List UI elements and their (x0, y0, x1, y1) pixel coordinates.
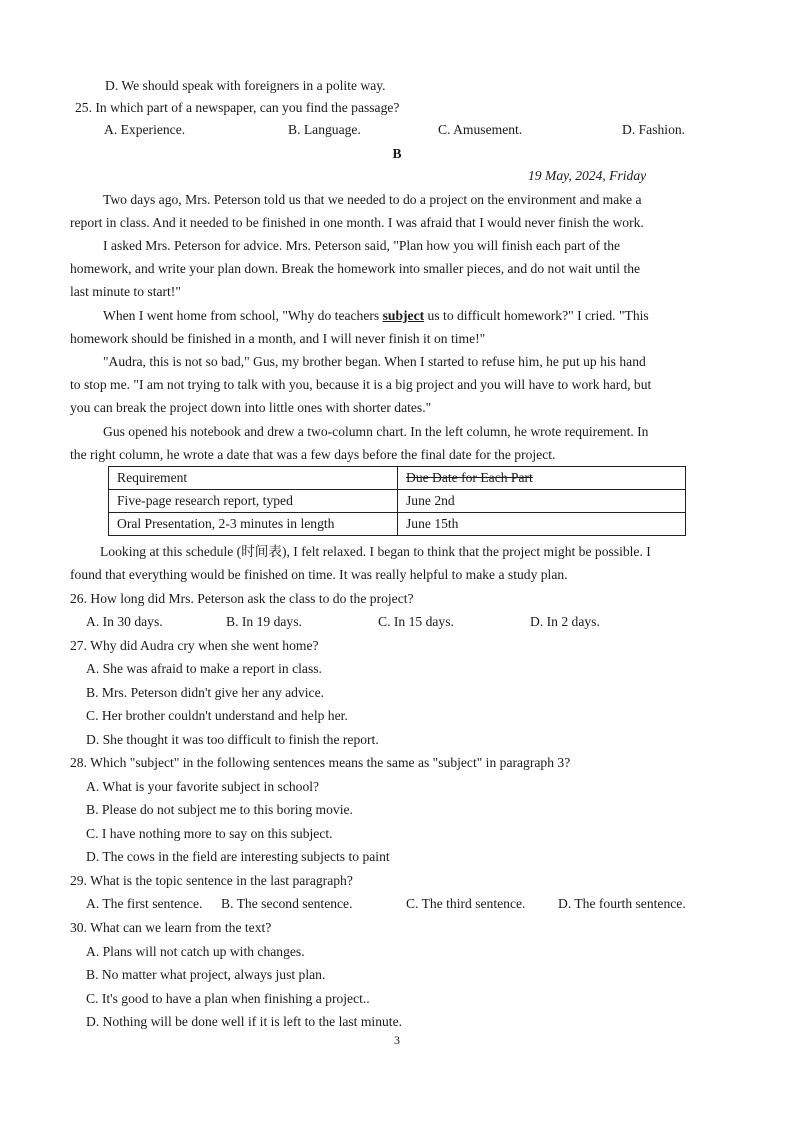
q26-option-b: B. In 19 days. (226, 614, 302, 629)
q29-question: 29. What is the topic sentence in the last paragraph? (70, 873, 353, 888)
table-header-row (109, 467, 686, 490)
paragraph-2-line-3: last minute to start!" (70, 284, 181, 299)
table-header-text: Due Date for Each Part (406, 470, 533, 485)
q29-option-b: B. The second sentence. (221, 896, 353, 911)
q29-option-a: A. The first sentence. (86, 896, 203, 911)
q28-option-c: C. I have nothing more to say on this subject. (86, 826, 333, 841)
table-row (109, 513, 686, 536)
paragraph-2-line-2: homework, and write your plan down. Break the homework into smaller pieces, and do not wait until the (70, 261, 641, 276)
q25-option-c: C. Amusement. (438, 122, 523, 137)
paragraph-4-line-1: "Audra, this is not so bad," Gus, my brother began. When I started to refuse him, he put up his hand (103, 354, 646, 369)
q30-option-a: A. Plans will not catch up with changes. (86, 944, 305, 959)
paragraph-1-line-2: report in class. And it needed to be finished in one month. I was afraid that I would never finish the work. (70, 215, 644, 230)
q30-option-c: C. It's good to have a plan when finishing a project.. (86, 991, 370, 1006)
paragraph-5-line-2: the right column, he wrote a date that was a few days before the final date for the project. (70, 447, 556, 462)
q30-question: 30. What can we learn from the text? (70, 920, 272, 935)
q26-option-d: D. In 2 days. (530, 614, 600, 629)
table-cell: Five-page research report, typed (109, 490, 398, 513)
schedule-table (108, 466, 686, 536)
section-heading: B (392, 146, 402, 161)
q27-question: 27. Why did Audra cry when she went home? (70, 638, 319, 653)
paragraph-3-text-a: When I went home from school, "Why do teachers (103, 308, 383, 323)
q26-question: 26. How long did Mrs. Peterson ask the class to do the project? (70, 591, 414, 606)
q28-question: 28. Which "subject" in the following sentences means the same as "subject" in paragraph 3? (70, 755, 571, 770)
table-cell: June 15th (398, 513, 686, 536)
paragraph-3-line-1 (103, 308, 649, 324)
q26-option-a: A. In 30 days. (86, 614, 163, 629)
q30-option-b: B. No matter what project, always just plan. (86, 967, 326, 982)
q30-option-d: D. Nothing will be done well if it is left to the last minute. (86, 1014, 403, 1029)
q27-option-d: D. She thought it was too difficult to finish the report. (86, 732, 379, 747)
q28-option-a: A. What is your favorite subject in school? (86, 779, 320, 794)
table-header-cell: Requirement (109, 467, 398, 490)
q27-option-a: A. She was afraid to make a report in class. (86, 661, 322, 676)
table-cell: Oral Presentation, 2-3 minutes in length (109, 513, 398, 536)
q26-option-c: C. In 15 days. (378, 614, 454, 629)
page-number: 3 (394, 1033, 400, 1047)
q28-option-b: B. Please do not subject me to this boring movie. (86, 802, 353, 817)
underlined-word-subject: subject (382, 308, 425, 323)
paragraph-2-line-1: I asked Mrs. Peterson for advice. Mrs. Peterson said, "Plan how you will finish each part of the (103, 238, 621, 253)
q24-option-d: D. We should speak with foreigners in a polite way. (105, 78, 386, 93)
table-header-cell (398, 467, 686, 490)
paragraph-3-text-b: us to difficult homework?" I cried. "This (424, 308, 649, 323)
paragraph-5-line-1: Gus opened his notebook and drew a two-column chart. In the left column, he wrote requirement. In (103, 424, 649, 439)
paragraph-1-line-1: Two days ago, Mrs. Peterson told us that we needed to do a project on the environment and make a (103, 192, 642, 207)
paragraph-3-line-2: homework should be finished in a month, and I will never finish it on time!" (70, 331, 486, 346)
q28-option-d: D. The cows in the field are interesting subjects to paint (86, 849, 390, 864)
q25-option-d: D. Fashion. (622, 122, 686, 137)
q25-question: 25. In which part of a newspaper, can you find the passage? (75, 100, 400, 115)
paragraph-6-line-2: found that everything would be finished on time. It was really helpful to make a study plan. (70, 567, 568, 582)
q25-option-b: B. Language. (288, 122, 361, 137)
paragraph-4-line-3: you can break the project down into little ones with shorter dates." (70, 400, 432, 415)
q27-option-c: C. Her brother couldn't understand and help her. (86, 708, 348, 723)
q25-option-a: A. Experience. (104, 122, 186, 137)
q29-option-d: D. The fourth sentence. (558, 896, 686, 911)
diary-date: 19 May, 2024, Friday (528, 168, 647, 183)
paragraph-4-line-2: to stop me. "I am not trying to talk with you, because it is a big project and you will have to work hard, but (70, 377, 652, 392)
q29-option-c: C. The third sentence. (406, 896, 526, 911)
paragraph-6-line-1: Looking at this schedule (时间表), I felt relaxed. I began to think that the project might be possible. I (100, 544, 651, 559)
table-cell: June 2nd (398, 490, 686, 513)
q27-option-b: B. Mrs. Peterson didn't give her any advice. (86, 685, 325, 700)
table-row (109, 490, 686, 513)
